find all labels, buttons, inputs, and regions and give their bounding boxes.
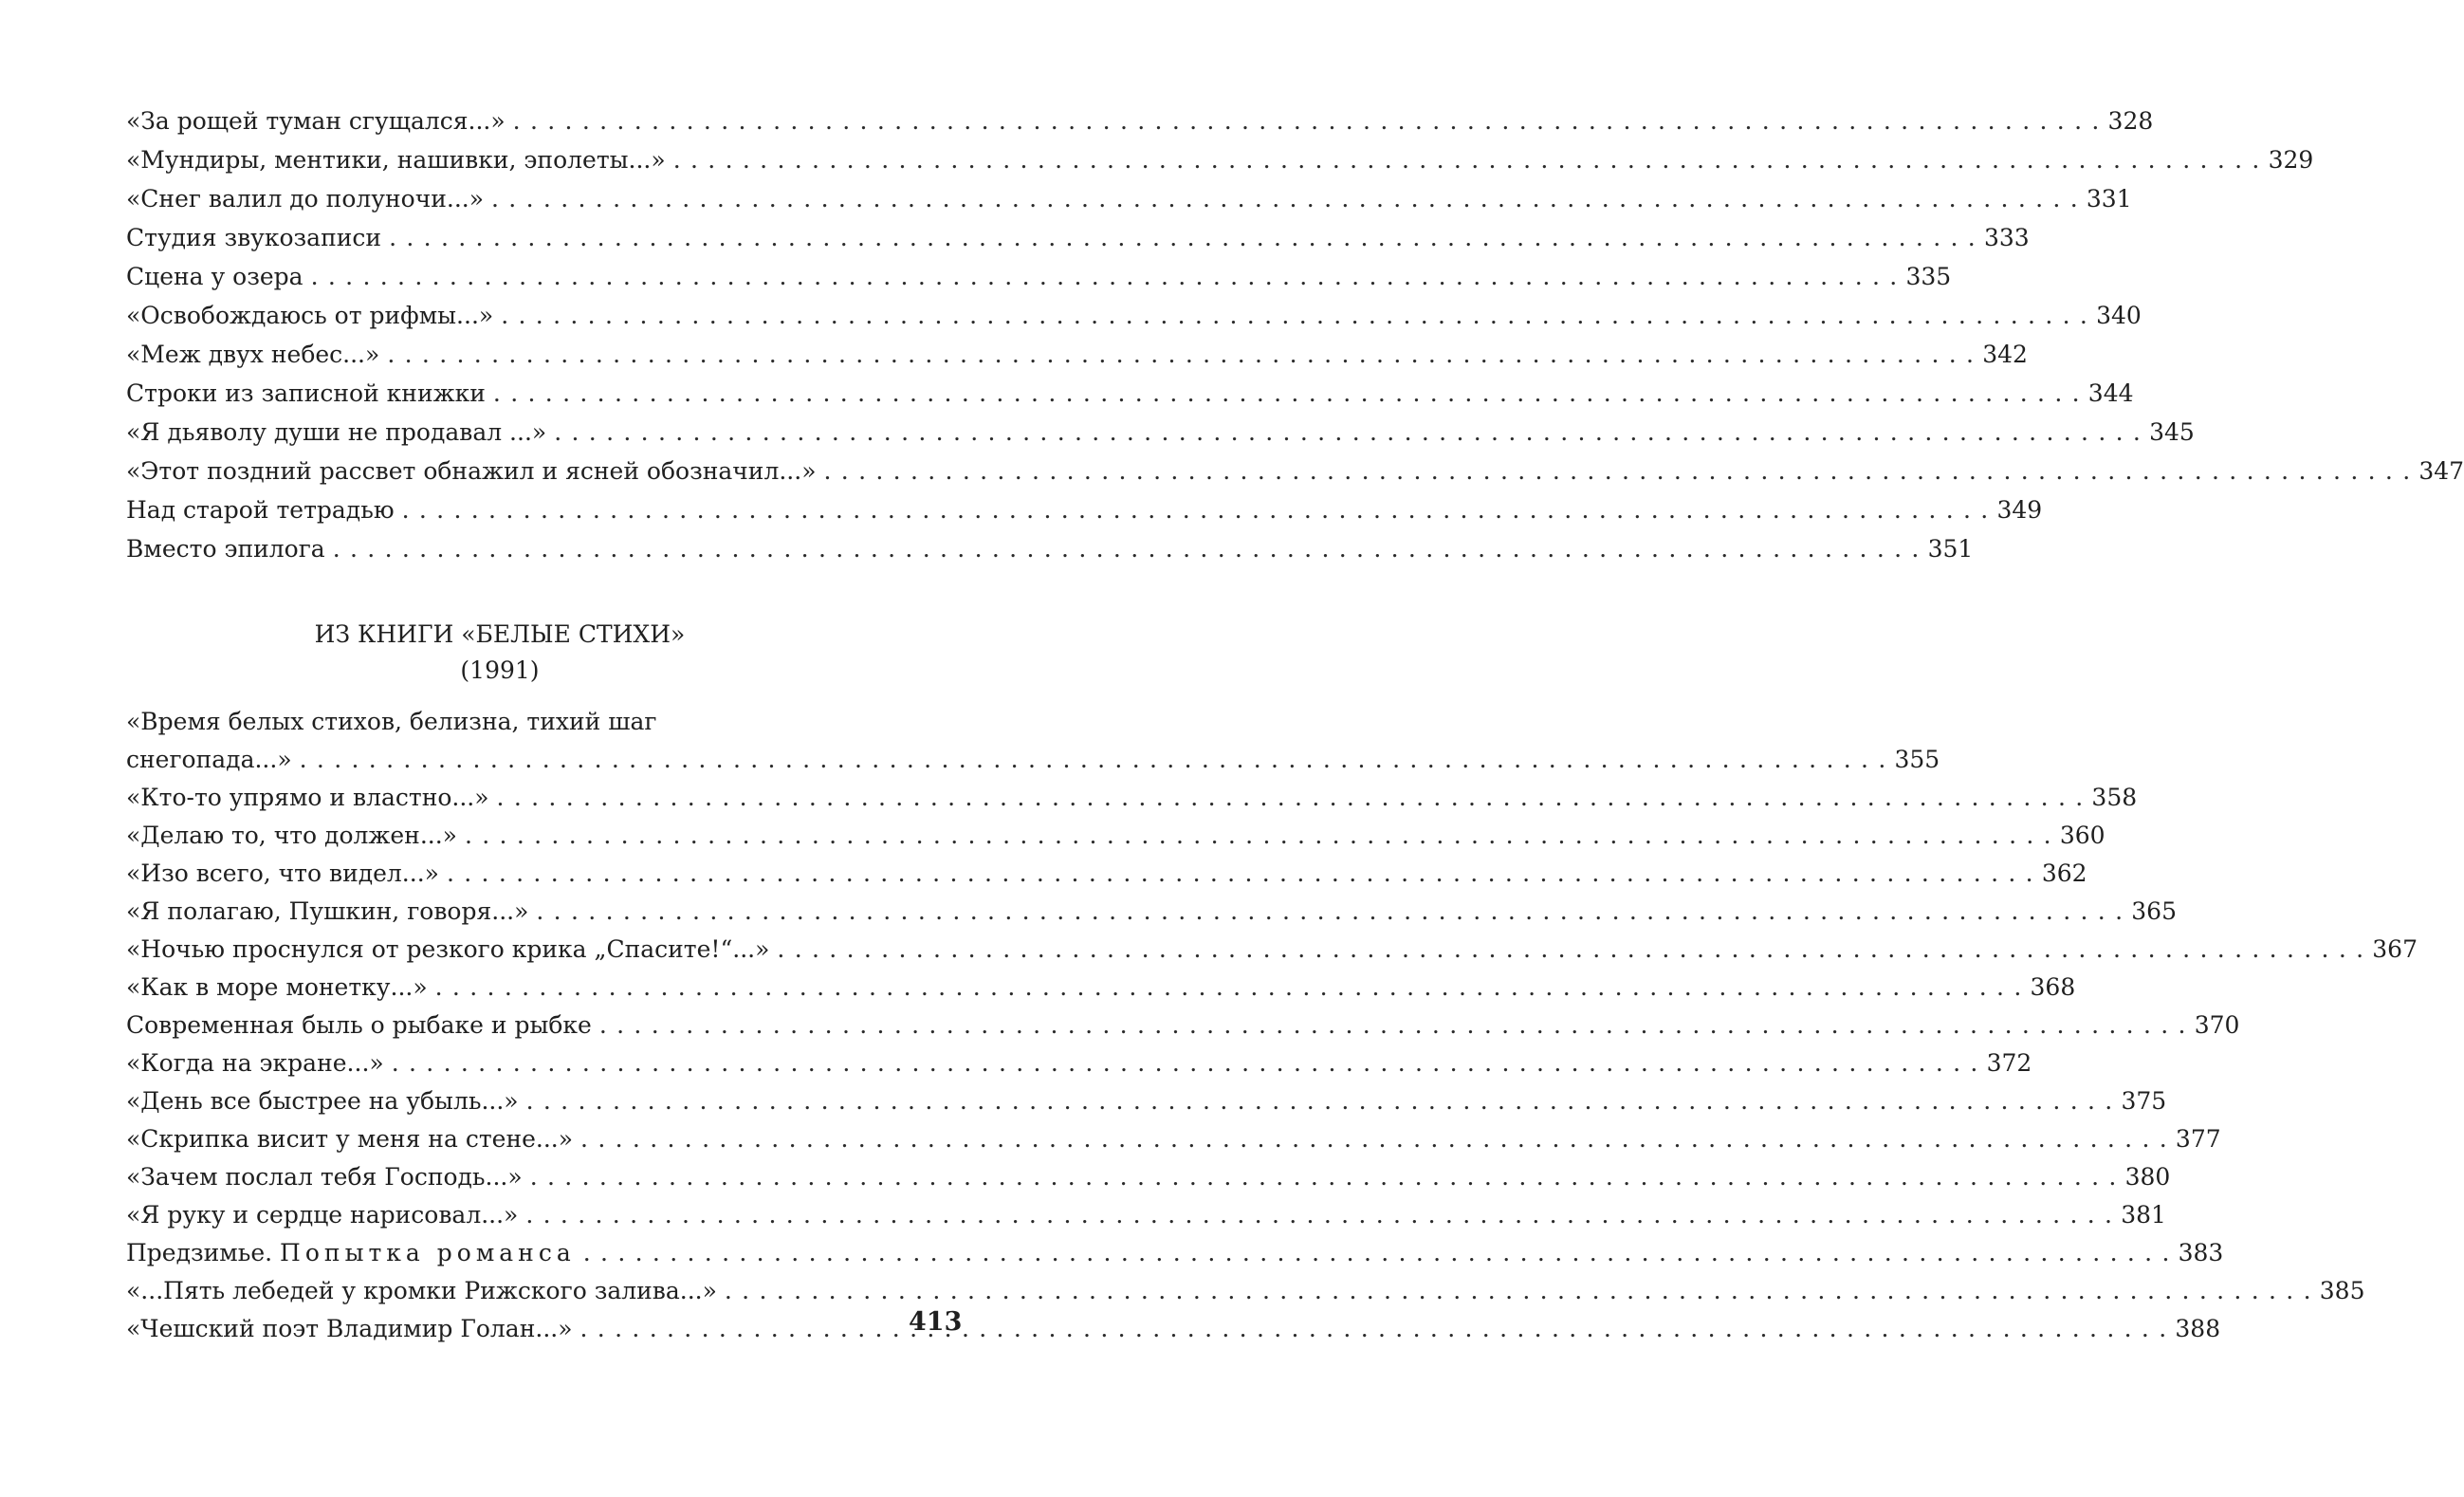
- toc-entry-page: 329: [2268, 146, 2314, 174]
- toc-entry[interactable]: [126, 529, 1974, 568]
- dot-leader: [513, 102, 2101, 140]
- toc-list-part-1: [126, 102, 2464, 568]
- toc-entry[interactable]: [126, 413, 2195, 452]
- toc-entry-title: «День все быстрее на убыль...»: [126, 1087, 519, 1115]
- toc-entry[interactable]: [126, 1158, 2171, 1196]
- toc-entry-title: снегопада...»: [126, 746, 292, 773]
- toc-entry[interactable]: [126, 296, 2142, 335]
- toc-entries-group: [126, 779, 2418, 1234]
- toc-entry[interactable]: [126, 102, 2154, 140]
- toc-entry-page: 331: [2086, 185, 2132, 213]
- toc-entry-title: «Этот поздний рассвет обнажил и ясней обозначил...»: [126, 457, 817, 485]
- toc-entry-page: 342: [1982, 341, 2028, 368]
- toc-entry[interactable]: [126, 452, 2464, 490]
- toc-entry-page: 355: [1894, 746, 1940, 773]
- toc-entry-page: 351: [1927, 535, 1974, 563]
- dot-leader: [599, 1007, 2187, 1044]
- toc-entry[interactable]: [126, 374, 2134, 413]
- dot-leader: [387, 335, 1975, 374]
- toc-entry-page: 367: [2372, 935, 2418, 963]
- toc-entry[interactable]: [126, 1044, 2032, 1082]
- toc-entry[interactable]: [126, 490, 2043, 529]
- dot-leader: [824, 452, 2412, 490]
- toc-entry-title: «Зачем послал тебя Господь...»: [126, 1163, 523, 1191]
- toc-entry[interactable]: [126, 140, 2314, 179]
- toc-entry-page: 333: [1983, 224, 2030, 251]
- toc-entry[interactable]: [126, 1272, 2365, 1310]
- toc-entry-title: «Я дьяволу души не продавал ...»: [126, 418, 547, 446]
- toc-entry-title: «Время белых стихов, белизна, тихий шаг: [126, 708, 657, 735]
- toc-entry[interactable]: [126, 779, 2138, 817]
- toc-entry[interactable]: [126, 931, 2418, 969]
- dot-leader: [311, 257, 1899, 296]
- toc-entry-page: 365: [2131, 897, 2177, 925]
- section-heading: [126, 617, 873, 689]
- toc-entry-page: 360: [2059, 822, 2105, 849]
- toc-entry-title: «Делаю то, что должен...»: [126, 822, 457, 849]
- toc-entry-title: Над старой тетрадью: [126, 496, 395, 524]
- section-year: (1991): [460, 656, 540, 684]
- toc-entry-page: 328: [2107, 107, 2154, 135]
- dot-leader: [389, 218, 1977, 257]
- dot-leader: [525, 1196, 2113, 1234]
- toc-entry-title: «Как в море монетку...»: [126, 973, 428, 1001]
- toc-entry-page: 335: [1905, 263, 1952, 290]
- dot-leader: [673, 140, 2261, 179]
- toc-entry-title: [126, 1234, 576, 1272]
- toc-entry-title: «Изо всего, что видел...»: [126, 859, 439, 887]
- dot-leader: [333, 529, 1921, 568]
- dot-leader: [493, 374, 2081, 413]
- toc-entry-page: 388: [2175, 1315, 2221, 1342]
- toc-entry[interactable]: [126, 218, 2030, 257]
- toc-entry-multiline-line2[interactable]: [126, 741, 1940, 779]
- toc-entry[interactable]: [126, 817, 2105, 855]
- toc-entry-page: 370: [2194, 1011, 2240, 1039]
- toc-entry[interactable]: [126, 257, 1952, 296]
- toc-entry[interactable]: [126, 335, 2028, 374]
- toc-entry-title: «Чешский поэт Владимир Голан...»: [126, 1315, 573, 1342]
- dot-leader: [530, 1158, 2118, 1196]
- toc-entry[interactable]: [126, 1196, 2166, 1234]
- toc-entry-page: 362: [2041, 859, 2087, 887]
- toc-entry-title: «За рощей туман сгущался...»: [126, 107, 506, 135]
- toc-entry-title: «Скрипка висит у меня на стене...»: [126, 1125, 574, 1153]
- toc-entry-title: Сцена у озера: [126, 263, 303, 290]
- toc-entry-title: «Я руку и сердце нарисовал...»: [126, 1201, 519, 1229]
- page-number: 413: [909, 1307, 963, 1337]
- toc-entry[interactable]: [126, 179, 2132, 218]
- dot-leader: [536, 893, 2124, 931]
- toc-entry-page: 380: [2124, 1163, 2171, 1191]
- toc-entry-page: 344: [2087, 379, 2134, 407]
- toc-entry-page: 368: [2030, 973, 2076, 1001]
- toc-entry-multiline-line1[interactable]: [126, 703, 873, 741]
- dot-leader: [300, 741, 1887, 779]
- toc-entry[interactable]: [126, 893, 2177, 931]
- dot-leader: [497, 779, 2085, 817]
- toc-entry[interactable]: [126, 1120, 2221, 1158]
- dot-leader: [554, 413, 2142, 452]
- toc-entry-title: Студия звукозаписи: [126, 224, 382, 251]
- toc-entry-romance[interactable]: [126, 1234, 2224, 1272]
- toc-entry[interactable]: [126, 855, 2087, 893]
- toc-entry-title: «Кто-то упрямо и властно...»: [126, 784, 489, 811]
- dot-leader: [583, 1234, 2171, 1272]
- dot-leader: [725, 1272, 2312, 1310]
- toc-entry-page: 358: [2091, 784, 2138, 811]
- toc-entry-page: 381: [2121, 1201, 2166, 1229]
- toc-entry-page: 345: [2149, 418, 2195, 446]
- dot-leader: [402, 490, 1990, 529]
- toc-entry[interactable]: [126, 969, 2076, 1007]
- dot-leader: [526, 1082, 2114, 1120]
- toc-entry-title: «Освобождаюсь от рифмы...»: [126, 302, 494, 329]
- toc-entry-page: 385: [2319, 1277, 2365, 1304]
- toc-entry-title: «Снег валил до полуночи...»: [126, 185, 485, 213]
- dot-leader: [392, 1044, 1979, 1082]
- toc-entry-title: Современная быль о рыбаке и рыбке: [126, 1011, 592, 1039]
- dot-leader: [435, 969, 2023, 1007]
- dot-leader: [447, 855, 2034, 893]
- toc-entry-title: «Меж двух небес...»: [126, 341, 380, 368]
- toc-entry-title-spaced: Попытка романса: [280, 1239, 576, 1266]
- toc-entry-title: «...Пять лебедей у кромки Рижского залива...»: [126, 1277, 717, 1304]
- dot-leader: [580, 1120, 2168, 1158]
- dot-leader: [580, 1310, 2168, 1348]
- toc-entry-title: «Ночью проснулся от резкого крика „Спасите!“...»: [126, 935, 770, 963]
- toc-entry-page: 372: [1986, 1049, 2032, 1077]
- dot-leader: [501, 296, 2088, 335]
- section-title: ИЗ КНИГИ «БЕЛЫЕ СТИХИ»: [314, 620, 686, 648]
- dot-leader: [491, 179, 2079, 218]
- toc-entry[interactable]: [126, 1082, 2167, 1120]
- dot-leader: [465, 817, 2052, 855]
- toc-entry-page: 375: [2121, 1087, 2167, 1115]
- toc-entry-page: 377: [2175, 1125, 2221, 1153]
- toc-entry-title: «Когда на экране...»: [126, 1049, 384, 1077]
- toc-entry-title: Вместо эпилога: [126, 535, 325, 563]
- toc-entry-page: 347: [2418, 457, 2464, 485]
- dot-leader: [777, 931, 2364, 969]
- toc-entry-title-main: Предзимье.: [126, 1239, 281, 1266]
- toc-entry-page: 340: [2096, 302, 2142, 329]
- toc-entry-title: «Мундиры, ментики, нашивки, эполеты...»: [126, 146, 666, 174]
- toc-entry[interactable]: [126, 1007, 2240, 1044]
- toc-entry-title: Строки из записной книжки: [126, 379, 486, 407]
- toc-entry-page: 383: [2178, 1239, 2224, 1266]
- toc-entry-title: «Я полагаю, Пушкин, говоря...»: [126, 897, 529, 925]
- toc-entry-page: 349: [1996, 496, 2043, 524]
